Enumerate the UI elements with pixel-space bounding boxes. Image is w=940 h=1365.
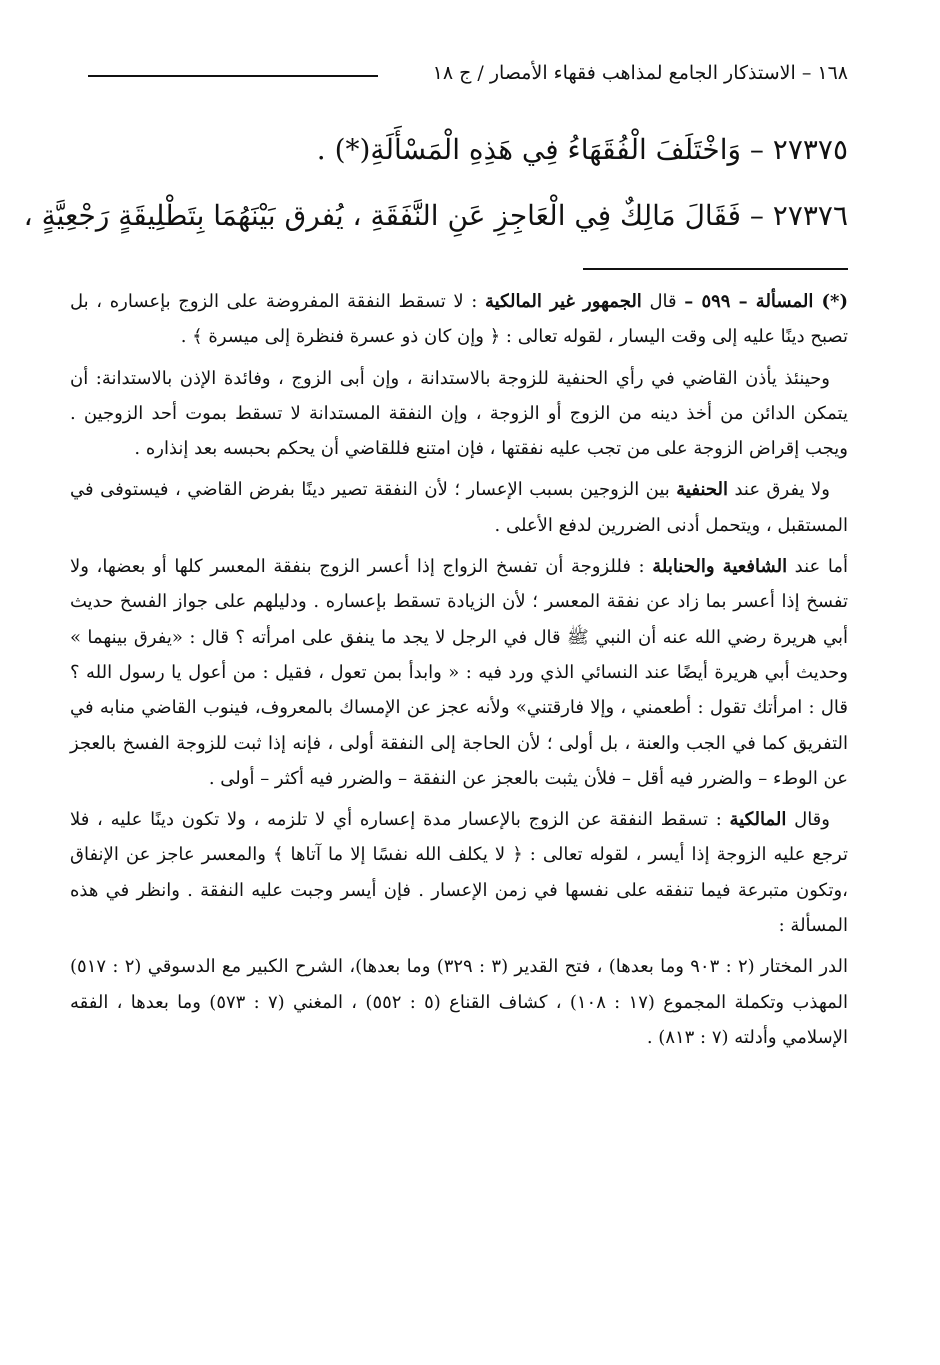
footnote [70, 284, 848, 1061]
text-run: : لا تسقط النفقة المفروضة على الزوج بإعساره ، بل تصبح دينًا عليه إلى وقت اليسار ، لقوله تعالى : ﴿ وإن كان ذو عسرة فنظرة إلى ميسرة ﴾ . [70, 291, 848, 348]
school-name: الحنفية [676, 479, 729, 501]
paragraph-27375: ٢٧٣٧٥ – وَاخْتَلَفَ الْفُقَهَاءُ فِي هَذِهِ الْمَسْأَلَةِ(*) . [316, 133, 848, 166]
running-header [70, 58, 848, 92]
text-run: وقال [786, 809, 830, 831]
footnote-paragraph-1 [70, 284, 848, 355]
school-name: المالكية [729, 809, 787, 831]
footnote-separator [583, 268, 848, 270]
footnote-paragraph-3 [70, 472, 848, 543]
page [23, 0, 849, 1365]
footnote-references: الدر المختار (٢ : ٩٠٣ وما بعدها) ، فتح القدير (٣ : ٣٢٩) وما بعدها)، الشرح الكبير مع الدسوقي (٢ : ٥١٧) المهذب وتكملة المجموع (١٧ : ١٠٨) ، كشاف القناع (٥ : ٥٥٢) ، المغني (٧ : ٥٧٣) وما بعدها ، الفقه الإسلامي وأدلته (٧ : ٨١٣) . [70, 956, 849, 1048]
text-run: : فللزوجة أن تفسخ الزواج إذا أعسر الزوج بنفقة المعسر كلها أو بعضها، ولا تفسخ إذا أعسر بما زاد عن نفقة المعسر ؛ لأن الزيادة تسقط بإعساره . ودليلهم على جواز الفسخ حديث أبي هريرة رضي الله عنه أن النبي ﷺ قال في الرجل لا يجد ما ينفق على امرأته ؟ قال : «يفرق بينهما » وحديث أبي هريرة أيضًا عند النسائي الذي ورد فيه : « وابدأ بمن تعول ، فقيل : من أعول يا رسول الله ؟ قال : امرأتك تقول : أطعمني ، وإلا فارقتني» ولأنه عجز عن الإمساك بالمعروف، فينوب القاضي منابه في التفريق كما في الجب والعنة ، بل أولى ؛ لأن الحاجة إلى النفقة أولى ، فإنه إذا ثبت للزوجة الفسخ بالعجز عن الوطء – والضرر فيه أقل – فلأن يثبت بالعجز عن النفقة – والضرر فيه أكثر – أولى . [70, 556, 848, 789]
header-rule [88, 75, 378, 77]
page-title: ١٦٨ – الاستذكار الجامع لمذاهب فقهاء الأمصار / ج ١٨ [432, 62, 848, 84]
school-name: الشافعية والحنابلة [652, 556, 788, 578]
text-run: بين الزوجين بسبب الإعسار ؛ لأن النفقة تصير دينًا بفرض القاضي ، فيستوفى في المستقبل ، ويتحمل أدنى الضررين لدفع الأعلى . [70, 479, 848, 536]
paragraph-27376: ٢٧٣٧٦ – فَقَالَ مَالِكٌ فِي الْعَاجِزِ عَنِ النَّفَقَةِ ، يُفرق بَيْنَهُمَا بِتَطْلِيقَةٍ رَجْعِيَّةٍ ، [23, 199, 848, 232]
footnote-paragraph-2: وحينئذ يأذن القاضي في رأي الحنفية للزوجة بالاستدانة ، وإن أبى الزوج ، وفائدة الإذن بالاستدانة: أن يتمكن الدائن من أخذ دينه من الزوج أو الزوجة ، وإن النفقة المستدانة لا تسقط بموت أحد الزوجين . ويجب إقراض الزوجة على من تجب عليه نفقتها ، فإن امتنع فللقاضي أن يحكم بحبسه بعد إنذاره . [70, 367, 848, 460]
main-text [23, 130, 848, 262]
school-name: الجمهور غير المالكية [485, 291, 642, 312]
issue-number: (*) المسألة – ٥٩٩ – [684, 291, 848, 312]
text-run: أما عند [787, 556, 849, 578]
footnote-paragraph-5 [70, 802, 848, 943]
text-run: ولا يفرق عند [728, 479, 830, 501]
text-run: : تسقط النفقة عن الزوج بالإعسار مدة إعساره أي لا تلزمه ، ولا تكون دينًا عليه ، فلا ترجع عليه الزوجة إذا أيسر ، لقوله تعالى : ﴿ لا يكلف الله نفسًا إلا ما آتاها ﴾ والمعسر عاجز عن الإنفاق ،وتكون متبرعة فيما تنفقه على نفسها في زمن الإعسار . فإن أيسر وجبت عليه النفقة . وانظر في هذه المسألة : [70, 809, 848, 937]
footnote-paragraph-4 [70, 549, 848, 796]
text-run: قال [641, 291, 685, 312]
